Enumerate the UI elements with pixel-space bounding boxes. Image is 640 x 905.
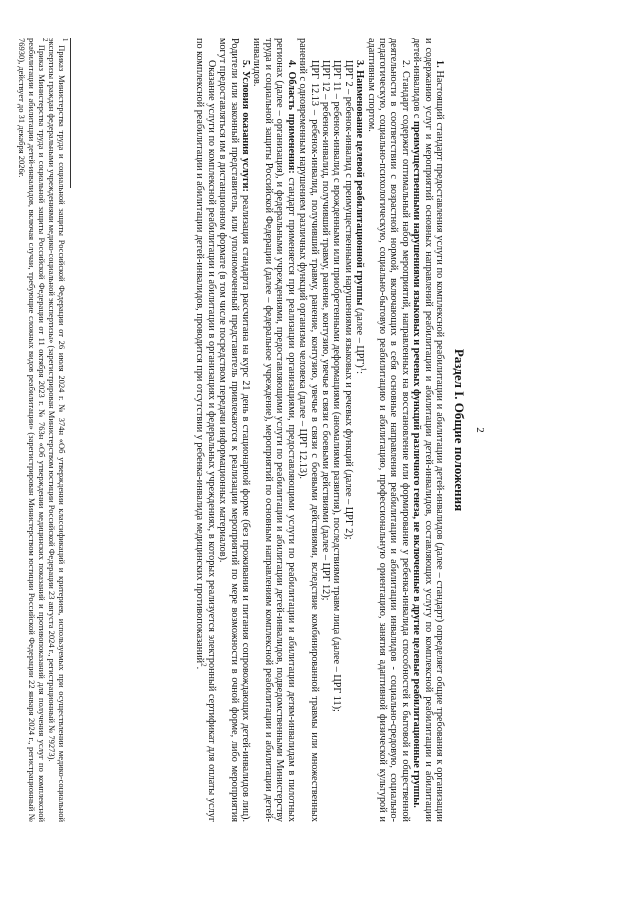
paragraph-bold-text: 4. Область применения: bbox=[285, 60, 297, 174]
footnote-text: Приказ Министерства труда и социальной защиты Российской Федерации от 26 июля 2024 г. № 374н «Об утверждении классификаций и критериев, используемых при осуществлении медико-социальной экспертизы граждан федеральными учреждениями медико-социальной экспертизы» (зарегистрирован Министерством юстиции Российской Федерации 23 августа 2024 г., регистрационный № 79273). bbox=[47, 38, 67, 822]
footnotes bbox=[17, 38, 67, 822]
paragraph-4 bbox=[251, 38, 297, 822]
footnote-mark: 2 bbox=[40, 38, 49, 42]
paragraph-text: (далее – ЦРГ) bbox=[354, 305, 366, 368]
paragraph-text: Оказание услуги по комплексной реабилитации и абилитации в организациях и федеральных учреждениях, в которых реализуется электронный сертификат для оплаты услуг по комплексной реабилитации и абилитации детей-инвалидов, проводится при отсутствии у ребенка-инвалида медицинских противопоказаний bbox=[194, 38, 217, 822]
paragraph-text: : bbox=[354, 371, 366, 375]
footnote-2 bbox=[17, 38, 47, 822]
list-item-crg-11: ЦРГ 11 – ребенок-инвалид с врожденными или приобретенными деформациями (аномалиями развития), последствиями травм лица (далее – ЦРГ 11); bbox=[331, 60, 343, 712]
list-item-crg-12: ЦРГ 12 – ребенок-инвалид, получивший травму, ранение, контузию, увечье в связи с боевыми действиями (далее – ЦРГ 12); bbox=[319, 60, 331, 601]
footnote-separator bbox=[70, 38, 71, 188]
list-item-crg-12-13: ЦРГ 12.13 – ребенок-инвалид, получивший травму, ранение, контузию, увечье в связи с боевыми действиями, вследствие комбинированной травмы или множественных ранений с одновременным нарушением различных функций организма человека (далее – ЦРГ 12.13). bbox=[297, 38, 320, 822]
footnote-1 bbox=[47, 38, 67, 822]
paragraph-text: реализация стандарта рассчитана на курс 21 день в стационарной форме (без проживания и питания сопровождающих детей-инвалидов лиц). Родители или законный представитель, или уполномоченный представитель привлекаются к реализации мероприятий по мере возможности в очной форме, либо мероприятия могут предоставляться им в дистанционном формате (в том числе посредством передачи информационных материалов). bbox=[217, 38, 252, 822]
footnote-text: Приказ Министерства труда и социальной защиты Российской Федерации от 11 октября 2023 г. № 763н «Об утверждении медицинских показаний и противопоказаний для получения услуг по комплексной реабилитации и абилитации детей-инвалидов, включая случаи, требующие сложных видов реабилитации» (зарегистрирован Министерством юстиции Российской Федерации 22 января 2024 г., регистрационный № 76930), действует до 31 декабря 2026г. bbox=[17, 38, 47, 822]
paragraph-2: 2. Стандарт содержит оптимальный набор мероприятий, направленных на восстановление или формирование у ребенка-инвалида способностей к бытовой и общественной деятельности в соответствии с возрастной нормой, включающих в себя основные направления реабилитации и абилитации инвалидов - социально-средовую, социально-педагогическую, социально-психологическую, социально-бытовую реабилитацию и абилитацию, профессиональную ориентацию, занятия адаптивной физической культурой и адаптивным спортом. bbox=[365, 38, 411, 822]
footnote-reference-2[interactable]: 2 bbox=[199, 663, 208, 667]
document-body bbox=[194, 38, 445, 822]
paragraph-bold-text: преимущественными нарушениями языковых и речевых функций различного генеза, не включенные в другие целевые реабилитационные группы. bbox=[411, 120, 423, 808]
paragraph-text: Настоящий стандарт предоставления услуги по комплексной реабилитации и абилитации детей-инвалидов (далее – стандарт) определяет общие требования к организации и содержанию услуг и мероприятий основных направлений реабилитации и абилитации детей-инвалидов, составляющих услугу по комплексной реабилитации и абилитации детей-инвалидов с bbox=[411, 38, 445, 823]
paragraph-3 bbox=[354, 38, 368, 822]
paragraph-bold-text: 3. Наименование целевой реабилитационной группы bbox=[354, 60, 366, 306]
section-heading: Раздел I. Общие положения bbox=[452, 348, 467, 512]
paragraph-text: стандарт применяется при реализации организациями, предоставляющими услуги по реабилитации и абилитации детям-инвалидам в пилотных регионах (далее – организация), и федеральными учреждениями, предоставляющими услуги по реабилитации и абилитации детей-инвалидов, подведомственными Министерству труда и социальной защиты Российской Федерации (далее – федеральное учреждение), мероприятий по основным направлениям комплексной реабилитации и абилитации детей-инвалидов. bbox=[251, 38, 297, 822]
paragraph-1 bbox=[411, 38, 445, 822]
list-item-crg-2: ЦРГ 2 – ребенок-инвалид с преимущественными нарушениями языковых и речевых функций (далее – ЦРГ 2); bbox=[342, 60, 354, 540]
paragraph-text: . bbox=[194, 666, 206, 670]
page-number: 2 bbox=[474, 427, 486, 433]
paragraph-5 bbox=[217, 38, 251, 822]
footnote-reference-1[interactable]: 1 bbox=[359, 367, 368, 372]
paragraph-6 bbox=[194, 38, 217, 822]
rotated-content bbox=[5, 30, 545, 830]
paragraph-bold-text: 5. Условия оказания услуги: bbox=[240, 60, 252, 192]
paragraph-number: 1. bbox=[434, 60, 445, 71]
footnote-mark: 1 bbox=[60, 38, 69, 42]
